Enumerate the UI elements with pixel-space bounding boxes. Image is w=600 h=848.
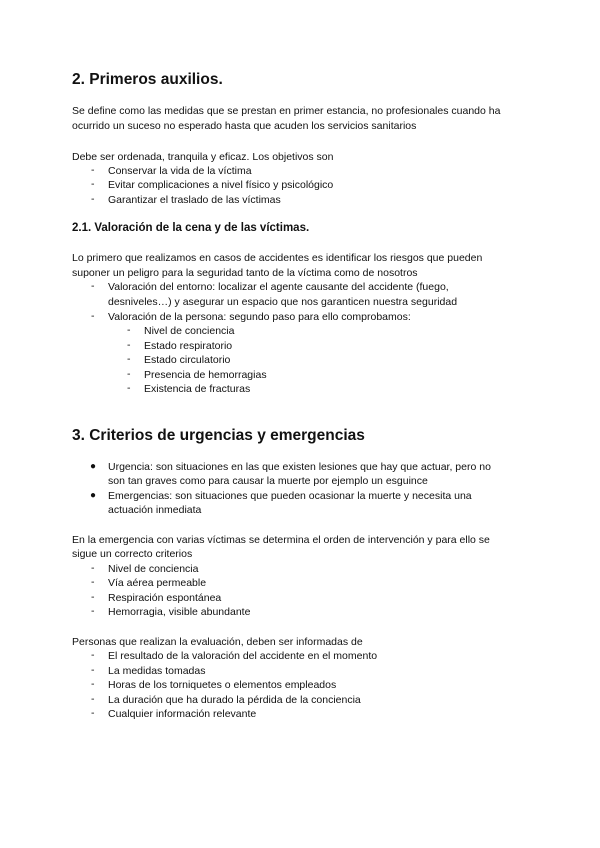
section-2-intro-line1: Se define como las medidas que se prestan en primer estancia, no profesionales cuando ha (72, 105, 501, 117)
check-item: Nivel de conciencia (144, 325, 235, 337)
inform-item: El resultado de la valoración del accidente en el momento (108, 650, 378, 662)
dash-marker: - (91, 576, 95, 588)
dash-marker: - (91, 310, 95, 322)
criteria-intro-line1: En la emergencia con varias víctimas se determina el orden de intervención y para ello se (72, 534, 490, 546)
dash-marker: - (91, 562, 95, 574)
dash-marker: - (91, 707, 95, 719)
dash-marker: - (91, 178, 95, 190)
dash-marker: - (127, 382, 131, 394)
criteria-intro-line2: sigue un correcto criterios (72, 548, 193, 560)
dash-marker: - (91, 193, 95, 205)
bullet-marker: ● (90, 490, 97, 501)
objective-item: Garantizar el traslado de las víctimas (108, 194, 281, 206)
bullet-marker: ● (90, 461, 97, 472)
check-item: Estado circulatorio (144, 354, 231, 366)
objectives-lead: Debe ser ordenada, tranquila y eficaz. Los objetivos son (72, 151, 334, 163)
emergency-definition: Emergencias: son situaciones que pueden ocasionar la muerte y necesita una (108, 490, 472, 502)
check-item: Estado respiratorio (144, 340, 233, 352)
dash-marker: - (91, 664, 95, 676)
objective-item: Conservar la vida de la víctima (108, 165, 252, 177)
criteria-item: Vía aérea permeable (108, 577, 207, 589)
dash-marker: - (91, 649, 95, 661)
dash-marker: - (127, 353, 131, 365)
assessment-item-environment: Valoración del entorno: localizar el agente causante del accidente (fuego, (108, 281, 449, 293)
assessment-item-environment-cont: desniveles…) y asegurar un espacio que nos garanticen nuestra seguridad (108, 296, 458, 308)
urgency-definition: Urgencia: son situaciones en las que existen lesiones que hay que actuar, pero no (108, 461, 491, 473)
urgency-definition-cont: son tan graves como para causar la muerte por ejemplo un esguince (108, 475, 428, 487)
check-item: Presencia de hemorragias (144, 369, 267, 381)
section-3-title: 3. Criterios de urgencias y emergencias (72, 427, 365, 444)
dash-marker: - (91, 605, 95, 617)
dash-marker: - (127, 324, 131, 336)
dash-marker: - (91, 280, 95, 292)
dash-marker: - (127, 339, 131, 351)
section-21-intro-line1: Lo primero que realizamos en casos de accidentes es identificar los riesgos que pueden (72, 252, 483, 264)
section-2-intro-line2: ocurrido un suceso no esperado hasta que acuden los servicios sanitarios (72, 120, 417, 132)
emergency-definition-cont: actuación inmediata (108, 504, 202, 516)
assessment-item-person: Valoración de la persona: segundo paso para ello comprobamos: (108, 311, 411, 323)
dash-marker: - (91, 678, 95, 690)
section-21-title: 2.1. Valoración de la cena y de las víctimas. (72, 222, 310, 234)
section-21-intro-line2: suponer un peligro para la seguridad tanto de la víctima como de nosotros (72, 267, 418, 279)
inform-item: La duración que ha durado la pérdida de la conciencia (108, 694, 361, 706)
inform-item: La medidas tomadas (108, 665, 206, 677)
criteria-item: Hemorragia, visible abundante (108, 606, 251, 618)
dash-marker: - (91, 693, 95, 705)
criteria-item: Nivel de conciencia (108, 563, 199, 575)
inform-intro: Personas que realizan la evaluación, deben ser informadas de (72, 636, 363, 648)
objective-item: Evitar complicaciones a nivel físico y psicológico (108, 179, 334, 191)
check-item: Existencia de fracturas (144, 383, 251, 395)
dash-marker: - (91, 164, 95, 176)
criteria-item: Respiración espontánea (108, 592, 222, 604)
section-2-title: 2. Primeros auxilios. (72, 71, 223, 88)
dash-marker: - (91, 591, 95, 603)
dash-marker: - (127, 368, 131, 380)
inform-item: Horas de los torniquetes o elementos empleados (108, 679, 337, 691)
inform-item: Cualquier información relevante (108, 708, 257, 720)
